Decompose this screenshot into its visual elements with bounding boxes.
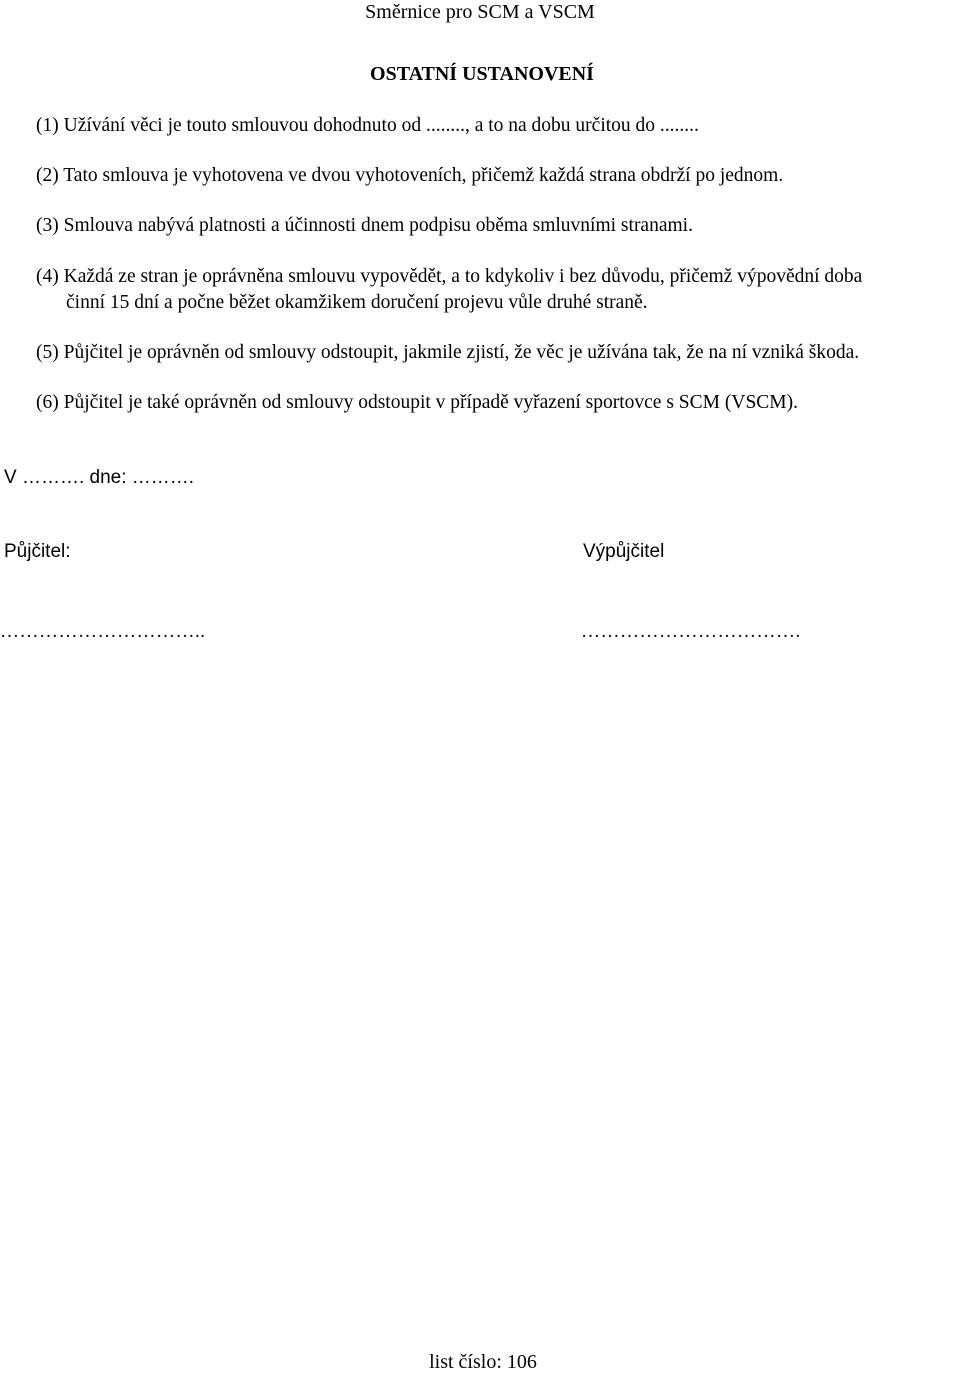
clause-4-text-line2: činní 15 dní a počne běžet okamžikem doručení projevu vůle druhé straně. <box>66 292 648 313</box>
clause-2 <box>36 163 960 189</box>
borrower-label: Výpůjčitel <box>583 541 665 562</box>
borrower-signature-line: ……………………………. <box>581 621 801 642</box>
clause-6-text: (6) Půjčitel je také oprávněn od smlouvy odstoupit v případě vyřazení sportovce s SCM (VSCM). <box>36 392 799 413</box>
clause-1 <box>36 113 960 139</box>
clause-5 <box>36 340 960 366</box>
page-number: list číslo: 106 <box>429 1351 537 1373</box>
lender-label: Půjčitel: <box>4 541 71 562</box>
clause-1-text: (1) Užívání věci je touto smlouvou dohodnuto od ........, a to na dobu určitou do ........ <box>36 115 699 136</box>
clause-2-text: (2) Tato smlouva je vyhotovena ve dvou vyhotoveních, přičemž každá strana obdrží po jednom. <box>36 165 784 186</box>
place-date-line: V ………. dne: ………. <box>4 467 195 488</box>
clause-6 <box>36 390 960 416</box>
document-header: Směrnice pro SCM a VSCM <box>365 1 595 23</box>
clause-3-text: (3) Smlouva nabývá platnosti a účinnosti dnem podpisu oběma smluvními stranami. <box>36 215 693 236</box>
clause-5-text: (5) Půjčitel je oprávněn od smlouvy odstoupit, jakmile zjistí, že věc je užívána tak, že na ní vzniká škoda. <box>36 342 860 363</box>
clause-4 <box>36 264 960 316</box>
clause-4-text-line1: (4) Každá ze stran je oprávněna smlouvu vypovědět, a to kdykoliv i bez důvodu, přičemž výpovědní doba <box>36 266 863 287</box>
clause-3 <box>36 213 960 239</box>
lender-signature-line: ………………………….. <box>0 621 206 642</box>
section-title: OSTATNÍ USTANOVENÍ <box>370 63 594 85</box>
